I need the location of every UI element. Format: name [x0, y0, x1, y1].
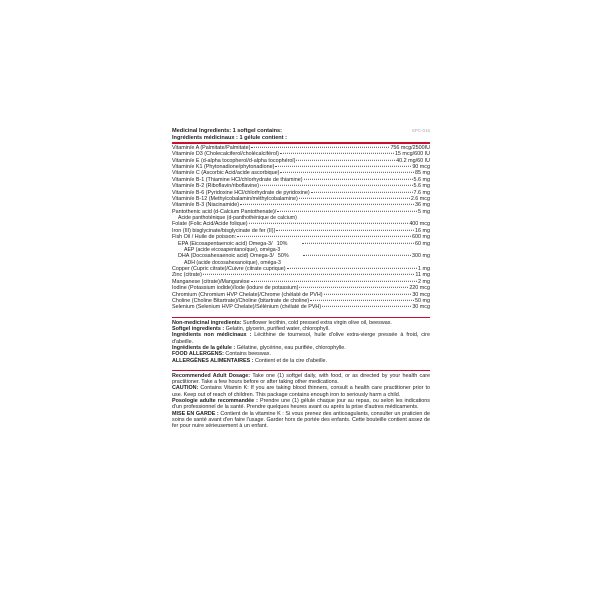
- ingredient-name: Vitamin/e B-3 (Niacinamide): [172, 202, 240, 209]
- leader-dots: [311, 191, 413, 192]
- leader-dots: [203, 274, 414, 275]
- ingredient-name: Vitamin/e D3 (Cholecalciferol/cholécalciférol): [172, 151, 279, 158]
- leader-dots: [251, 281, 417, 282]
- ingredient-name: Copper (Cupric citrate)/Cuivre (citrate cuprique): [172, 265, 286, 272]
- leader-dots: [302, 242, 414, 243]
- ingredient-amount: 220 mcg: [409, 285, 430, 292]
- leader-dots: [280, 172, 414, 173]
- ingredient-amount: 30 mcg: [412, 291, 430, 298]
- ingredient-amount: 2 mg: [418, 278, 430, 285]
- medicinal-heading-en: Medicinal Ingredients: 1 softgel contains:: [172, 128, 283, 134]
- leader-dots: [249, 223, 409, 224]
- ingredient-amount: 2.6 mcg: [410, 196, 430, 203]
- ingredient-subline: ADH (acide docosahexanoïque), oméga-3: [184, 259, 281, 266]
- ingredient-name: Iron (III) bisglycinate/bisglycinate de fer (II)): [172, 227, 276, 234]
- leader-dots: [240, 204, 414, 205]
- percent: 50%: [277, 253, 289, 260]
- ingredient-name: Vitamin/e B-1 (Thiamine HCl/chlorhydrate de thiamine): [172, 176, 303, 183]
- ingredient-name: Vitamin/e A (Palmitate/Palmitate): [172, 144, 251, 151]
- ingredient-amount: 756 mcg/2500IU: [390, 144, 430, 151]
- ingredient-list: [172, 221, 430, 240]
- ingredient-amount: 5.6 mg: [413, 176, 430, 183]
- ingredient-amount: 15 mcg/600 IU: [394, 151, 430, 158]
- ingredient-name: Vitamin/e C (Ascorbic Acid/acide ascorbique): [172, 170, 280, 177]
- section-divider: [172, 370, 430, 371]
- ingredient-name: Zinc (citrate): [172, 272, 202, 279]
- leader-dots: [260, 185, 412, 186]
- ingredient-name: Iodine (Potassium iodide)/Iode (iodure de potassium): [172, 285, 299, 292]
- ingredient-list: [172, 266, 430, 311]
- ingredient-name: Choline (Choline Bitartrate)/Choline (bitartrate de choline): [172, 297, 310, 304]
- leader-dots: [322, 306, 411, 307]
- ingredient-amount: 36 mg: [415, 202, 430, 209]
- supplement-facts-panel: [172, 128, 430, 429]
- leader-dots: [280, 153, 394, 154]
- ingredient-amount: 5 mg: [418, 208, 430, 215]
- ingredient-name: Pantothenic acid (d-Calcium Pantothenate)/: [172, 208, 277, 215]
- leader-dots: [287, 268, 417, 269]
- leader-dots: [310, 300, 414, 301]
- ingredient-amount: 11 mg: [415, 272, 430, 279]
- ingredient-amount: 600 mg: [412, 234, 430, 241]
- ingredient-amount: 400 mcg: [409, 221, 430, 228]
- non-medicinal-ingredients: Non-medicinal ingredients: Sunflower lecithin, cold pressed extra virgin olive oil, beeswax. Softgel ingredients : Gelatin, glycerin, purified water, chlorophyll. Ingrédients non médicinaux : Lécithine de tournesol, huile d'olive extra-vierge pressée à froid, cire d'abeille. Ingrédients de la gélule : Gélatine, glycérine, eau purifiée, chlorophylle. FOOD ALLERGENS: Contains beeswax. ALLERGÈNES ALIMENTAIRES : Contient et de la cire d'abeille.: [172, 319, 430, 364]
- section-divider: [172, 142, 430, 144]
- percent: 10%: [276, 240, 288, 247]
- leader-dots: [304, 179, 413, 180]
- ingredient-row-epa: EPA (Eicosapentaenoic acid) Omega-3/ 10% 60 mg: [178, 240, 430, 247]
- medicinal-heading-fr: Ingrédients médicinaux : 1 gélule contient :: [172, 134, 288, 141]
- ingredient-amount: 85 mg: [415, 170, 430, 177]
- leader-dots: [324, 293, 412, 294]
- ingredient-amount: 7.6 mg: [413, 189, 430, 196]
- ingredient-name: Vitamin/e E (d-alpha tocopherol/d-alpha tocophérol): [172, 157, 296, 164]
- ingredient-name: Vitamin/e B-6 (Pyridoxine HCl/chlorhydrate de pyridoxine): [172, 189, 310, 196]
- ingredient-name: Fish Oil / Huile de poisson:: [172, 234, 237, 241]
- leader-dots: [299, 198, 410, 199]
- ingredient-amount: 30 mcg: [412, 304, 430, 311]
- ingredient-row-dha: DHA (Docosahexaenoic acid) Omega-3/ 50% 300 mg: [178, 253, 430, 260]
- dosage-and-cautions: Recommended Adult Dosage: Take one (1) softgel daily, with food, or as directed by your health care practitioner. Take a few hours before or after taking other medications. CAUTION: Contains Vitamin K: If you are taking blood thinners, consult a health care practitioner prior to use. Keep out of reach of children. This package contains enough iron to seriously harm a child. Posologie adulte recommandée : Prendre une (1) gélule chaque jour au repas, ou selon les indications d'un professionnel de la santé. Prendre quelques heures avant ou après la prise d'autres médicaments. MISE EN GARDE : Contient de la vitamine K : Si vous prenez des anticoagulants, consulter un praticien de soins de santé avant d'en faire l'usage. Garder hors de portée des enfants. Cette bouteille contient assez de fer pour nuire sérieusement à un enfant.: [172, 372, 430, 430]
- leader-dots: [251, 147, 389, 148]
- ingredient-amount: 1 mg: [418, 265, 430, 272]
- ingredient-name: Chromium (Chromium HVP Chelate)/Chrome (chélaté de PVH): [172, 291, 323, 298]
- leader-dots: [296, 159, 395, 160]
- leader-dots: [303, 255, 411, 256]
- leader-dots: [237, 236, 411, 237]
- label-code: SPC-015: [411, 128, 430, 133]
- leader-dots: [299, 287, 408, 288]
- ingredient-list: [172, 145, 430, 215]
- ingredient-subline: Acide panthoténique (d-panthothénique de calcium): [178, 215, 297, 222]
- section-divider: [172, 317, 430, 318]
- ingredient-amount: 50 mg: [415, 297, 430, 304]
- ingredient-amount: 40.2 mg/60 IU: [396, 157, 430, 164]
- leader-dots: [277, 211, 417, 212]
- ingredient-name: Folate (Folic Acid/Acide folique): [172, 221, 248, 228]
- leader-dots: [275, 166, 411, 167]
- ingredient-name: Vitamin/e B-2 (Riboflavin/riboflavine): [172, 183, 260, 190]
- ingredient-name: Manganese (citrate)/Manganèse: [172, 278, 250, 285]
- ingredient-name: Vitamin/e K1 (Phytonadione/phytonadione): [172, 164, 275, 170]
- ingredient-name: Selenium (Selenium HVP Chelate)/Sélénium (chélaté de PVH): [172, 304, 322, 311]
- ingredient-subline: AEP (acide eicosapentanoïque), oméga-3: [184, 247, 281, 254]
- ingredient-amount: 16 mg: [415, 227, 430, 234]
- ingredient-amount: 5.6 mg: [413, 183, 430, 190]
- ingredient-amount: 90 mcg: [412, 164, 430, 170]
- ingredient-name: Vitamin/e B-12 (Methylcobalamin/méthylcobalamine): [172, 196, 298, 203]
- leader-dots: [276, 230, 414, 231]
